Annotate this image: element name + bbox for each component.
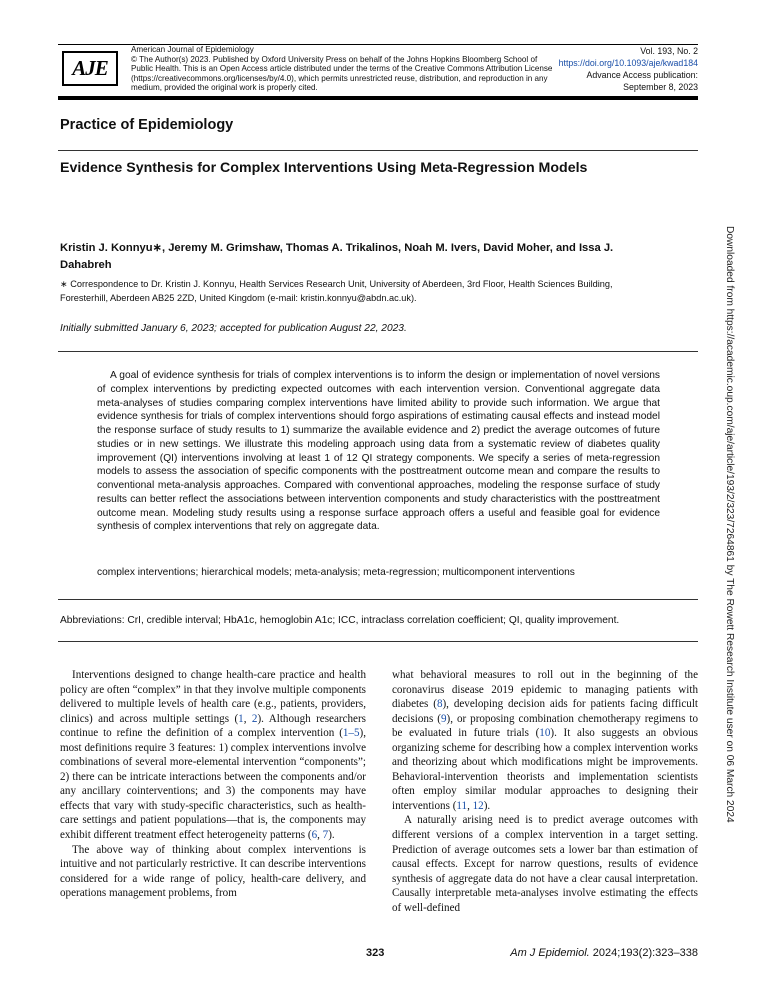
divider: [58, 641, 698, 642]
citation-link[interactable]: 1: [238, 712, 244, 725]
download-note: Downloaded from https://academic.oup.com/aje/article/193/2/323/7264861 by The Rowett Research Institute user on 06 March 2024: [724, 226, 735, 823]
advance-access-label: Advance Access publication:: [586, 70, 698, 80]
body-paragraph: Interventions designed to change health-care practice and health policy are often “complex” in that they involve multiple components delivered to multiple levels of health care (e.g., patients, providers, clinics) and across multiple settings (1, 2). Although researchers continue to refine the definition of a complex intervention (1–5), most definitions require 3 features: 1) complex interventions involve combinations of several more-elemental intervention “components”; 2) there can be intricate interactions between the components and/or any ancillary cointerventions; and 3) the components may have effects that vary with study-specific characteristics, such as health-care settings and patient populations—that is, the components may exhibit different treatment effect heterogeneity patterns (6, 7).: [60, 669, 366, 842]
section-label: Practice of Epidemiology: [60, 117, 234, 133]
publication-date: September 8, 2023: [623, 82, 698, 92]
divider: [58, 150, 698, 151]
citation-link[interactable]: 12: [472, 799, 484, 812]
abbreviations: Abbreviations: CrI, credible interval; HbA1c, hemoglobin A1c; ICC, intraclass correlation coefficient; QI, quality improvement.: [60, 615, 620, 626]
doi-link[interactable]: https://doi.org/10.1093/aje/kwad184: [558, 58, 698, 68]
journal-abbrev: Am J Epidemiol.: [510, 947, 590, 959]
submission-dates: Initially submitted January 6, 2023; accepted for publication August 22, 2023.: [60, 323, 407, 334]
correspondence-note: ∗ Correspondence to Dr. Kristin J. Konnyu, Health Services Research Unit, University of Aberdeen, 3rd Floor, Health Sciences Building, Foresterhill, Aberdeen AB25 2ZD, United Kingdom (e-mail: kristin.konnyu@abdn.ac.uk).: [60, 279, 613, 303]
citation-link[interactable]: 7: [322, 829, 329, 842]
journal-name: American Journal of Epidemiology: [131, 45, 254, 54]
citation-detail: 2024;193(2):323–338: [589, 947, 698, 959]
citation-link[interactable]: 6: [311, 829, 318, 842]
citation-link[interactable]: 9: [440, 712, 447, 725]
divider: [58, 599, 698, 600]
keywords: complex interventions; hierarchical models; meta-analysis; meta-regression; multicomponent interventions: [97, 567, 575, 578]
body-paragraph: The above way of thinking about complex interventions is intuitive and not particularly restrictive. It can describe interventions considered for a wide range of policy, health-care delivery, and operations management problems, from: [60, 843, 366, 900]
citation-link[interactable]: 10: [539, 727, 551, 740]
body-paragraph: what behavioral measures to roll out in the beginning of the coronavirus disease 2019 epidemic to managing patients with diabetes (8), developing decision aids for patients facing difficult decisions (9), or proposing combination chemotherapy regimens to be evaluated in future trials (10). It also suggests an obvious organizing scheme for describing how a complex intervention works and theorizing about which modifications might be improvements. Behavioral-intervention theorists and implementation scientists often employ similar modular approaches to designing their interventions (11, 12).: [392, 669, 698, 812]
body-column-left: [60, 668, 366, 901]
copyright-notice: © The Author(s) 2023. Published by Oxford University Press on behalf of the Johns Hopkins Bloomberg School of Public Health. This is an Open Access article distributed under the terms of the Creative Commons Attribution License (https://creativecommons.org/licenses/by/4.0), which permits unrestricted reuse, distribution, and reproduction in any medium, provided the original work is properly cited.: [131, 54, 553, 93]
header-meta: [131, 45, 556, 93]
body-column-right: [392, 668, 698, 915]
citation-link[interactable]: 2: [251, 712, 258, 725]
page-number: 323: [366, 947, 385, 959]
volume-issue: Vol. 193, No. 2: [640, 46, 698, 56]
abstract: A goal of evidence synthesis for trials of complex interventions is to inform the design or implementation of novel versions of complex interventions by predicting expected outcomes with each intervention version. Conventional aggregate data meta-analyses of studies comparing complex interventions have limited ability to provide such information. We argue that evidence synthesis for trials of complex interventions should forgo aspirations of estimating causal effects and instead model the response surface of study results to 1) summarize the available evidence and 2) predict the average outcomes of future studies or in new settings. We illustrate this modeling approach using data from a systematic review of diabetes quality improvement (QI) interventions involving at least 1 of 12 QI strategy components. We specify a series of meta-regression models to assess the association of specific components with the posttreatment outcome mean and compare the results to conventional meta-analysis approaches. Compared with conventional approaches, modeling the response surface of study results can better reflect the associations between intervention components and study characteristics with the posttreatment outcome mean. Modeling study results using a response surface approach offers a useful and feasible goal for evidence synthesis of complex interventions that rely on aggregate data.: [97, 370, 660, 533]
journal-logo: AJE: [62, 51, 118, 86]
header-bottom-rule: [58, 96, 698, 100]
body-paragraph: A naturally arising need is to predict average outcomes with different versions of a complex intervention in a target setting. Prediction of average outcomes sets a lower bar than estimation of causal effects. Except for narrow questions, results of evidence synthesis of aggregate data do not have a clear causal interpretation. Causally interpretable meta-analyses involve estimating the effects of well-defined: [392, 814, 698, 914]
citation-link[interactable]: 8: [436, 698, 443, 711]
footer-citation: [510, 947, 698, 959]
citation-link[interactable]: 1–5: [342, 727, 360, 740]
divider: [58, 351, 698, 352]
header-citation: [508, 45, 698, 93]
article-title: Evidence Synthesis for Complex Interventions Using Meta-Regression Models: [60, 160, 588, 176]
citation-link[interactable]: 11: [456, 799, 468, 812]
author-list: Kristin J. Konnyu∗, Jeremy M. Grimshaw, Thomas A. Trikalinos, Noah M. Ivers, David Moher, and Issa J. Dahabreh: [60, 242, 614, 271]
